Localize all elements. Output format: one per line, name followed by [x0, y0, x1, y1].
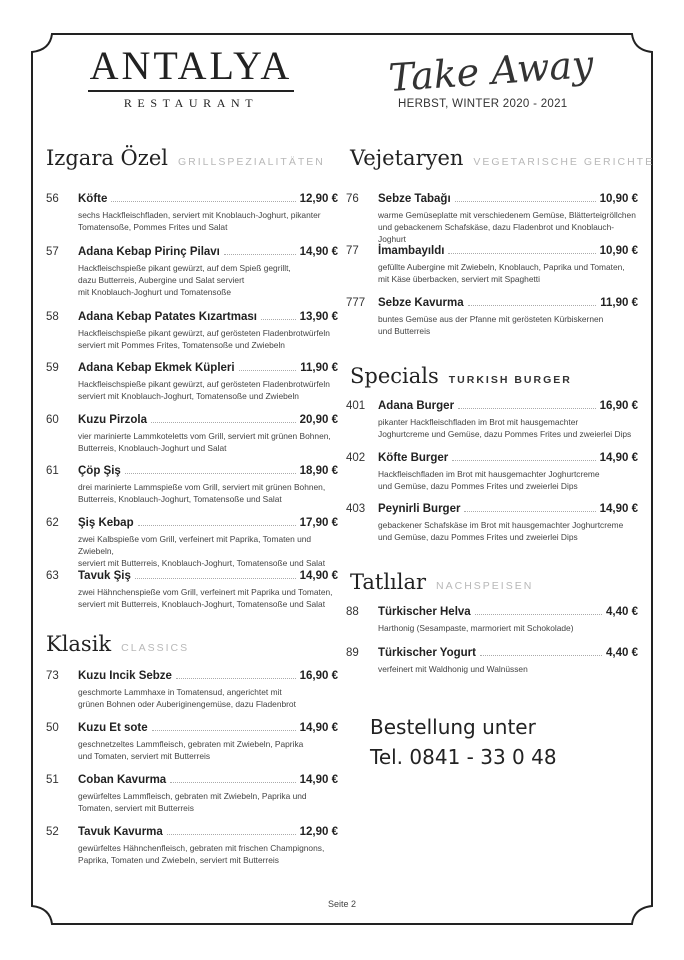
item-number: 56 [46, 193, 59, 205]
item-description: gefüllte Aubergine mit Zwiebeln, Knoblauch, Paprika und Tomaten, mit Käse überbacken, serviert mit Spaghetti [378, 262, 625, 284]
dot-leader [452, 460, 595, 461]
section-title: Izgara Özel [46, 146, 168, 170]
item-price: 16,90 € [299, 670, 338, 682]
menu-item [46, 826, 338, 866]
take-away-title: Take Away [387, 41, 595, 101]
item-description: warme Gemüseplatte mit verschiedenem Gemüse, Blätterteigröllchen und gebackenem Schafskäse, dazu Fladenbrot und Knoblauch-Joghurt [378, 210, 636, 244]
menu-item [46, 246, 338, 298]
dot-leader [111, 201, 295, 202]
dot-leader [151, 422, 296, 423]
item-name: İmambayıldı [378, 245, 445, 257]
menu-item [346, 193, 638, 245]
menu-item [346, 503, 638, 543]
section-subtitle: GRILLSPEZIALITÄTEN [177, 156, 325, 168]
item-name: Adana Burger [378, 400, 455, 412]
section-title: Tatlılar [350, 570, 427, 594]
item-price: 14,90 € [599, 452, 638, 464]
item-price: 18,90 € [299, 465, 338, 477]
item-price: 10,90 € [599, 193, 638, 205]
section-izgara-heading [46, 146, 325, 170]
item-description: Hackfleischspieße pikant gewürzt, auf gerösteten Fladenbrotwürfeln serviert mit Knoblauch-Joghurt, Tomatensoße und Zwiebeln [78, 379, 330, 401]
item-price: 14,90 € [599, 503, 638, 515]
dot-leader [125, 473, 296, 474]
item-number: 59 [46, 362, 59, 374]
section-subtitle: VEGETARISCHE GERICHTE [473, 156, 655, 168]
menu-item [346, 245, 638, 285]
item-price: 13,90 € [299, 311, 338, 323]
item-description: Hackfleischspieße pikant gewürzt, auf dem Spieß gegrillt, dazu Butterreis, Aubergine und Salat serviert mit Knoblauch-Joghurt und Tomatensoße [78, 263, 291, 297]
item-name: Adana Kebap Pirinç Pilavı [78, 246, 220, 258]
item-price: 14,90 € [299, 774, 338, 786]
dot-leader [261, 319, 296, 320]
item-description: geschnetzeltes Lammfleisch, gebraten mit Zwiebeln, Paprika und Tomaten, serviert mit Butterreis [78, 739, 304, 761]
menu-item [346, 297, 638, 337]
item-name: Kuzu Incik Sebze [78, 670, 172, 682]
item-name: Sebze Kavurma [378, 297, 464, 309]
section-klasik-heading [46, 632, 189, 656]
item-price: 12,90 € [299, 193, 338, 205]
item-price: 20,90 € [299, 414, 338, 426]
item-number: 58 [46, 311, 59, 323]
item-price: 11,90 € [600, 297, 638, 309]
dot-leader [464, 511, 595, 512]
section-title: Klasik [46, 632, 112, 656]
dot-leader [468, 305, 597, 306]
item-description: verfeinert mit Waldhonig und Walnüssen [378, 664, 528, 674]
dot-leader [458, 408, 596, 409]
menu-item [346, 400, 638, 440]
item-number: 51 [46, 774, 59, 786]
item-number: 401 [346, 400, 366, 412]
section-title: Vejetaryen [350, 146, 464, 170]
menu-item [46, 774, 338, 814]
restaurant-logo [88, 44, 294, 111]
item-price: 10,90 € [599, 245, 638, 257]
item-description: gewürfeltes Lammfleisch, gebraten mit Zwiebeln, Paprika und Tomaten, serviert mit Butterreis [78, 791, 307, 813]
menu-item [46, 362, 338, 402]
item-description: gebackener Schafskäse im Brot mit hausgemachter Joghurtcreme und Gemüse, dazu Pommes Frites und zweierlei Dips [378, 520, 624, 542]
item-number: 63 [46, 570, 59, 582]
item-description: gewürfeltes Hähnchenfleisch, gebraten mit frischen Champignons, Paprika, Tomaten und Zwiebeln, serviert mit Butterreis [78, 843, 325, 865]
dot-leader [475, 614, 602, 615]
item-number: 89 [346, 647, 359, 659]
menu-item [46, 311, 338, 351]
item-name: Köfte [78, 193, 108, 205]
item-price: 11,90 € [300, 362, 338, 374]
item-description: geschmorte Lammhaxe in Tomatensud, angerichtet mit grünen Bohnen oder Auberiginengemüse, dazu Fladenbrot [78, 687, 296, 709]
item-number: 88 [346, 606, 359, 618]
dot-leader [224, 254, 296, 255]
dot-leader [480, 655, 602, 656]
item-name: Tavuk Kavurma [78, 826, 163, 838]
page-number: Seite 2 [327, 899, 357, 909]
section-specials-heading [350, 364, 572, 388]
restaurant-subtitle: RESTAURANT [123, 96, 259, 110]
item-price: 12,90 € [299, 826, 338, 838]
item-name: Türkischer Helva [378, 606, 471, 618]
menu-item [46, 465, 338, 505]
item-number: 57 [46, 246, 59, 258]
section-vejetaryen-heading [350, 146, 654, 170]
dot-leader [448, 253, 595, 254]
item-number: 403 [346, 503, 366, 515]
take-away-block [366, 41, 616, 110]
item-number: 73 [46, 670, 59, 682]
menu-item [346, 647, 638, 675]
item-description: buntes Gemüse aus der Pfanne mit gerösteten Kürbiskernen und Butterreis [378, 314, 604, 336]
item-description: Hackfleischspieße pikant gewürzt, auf gerösteten Fladenbrotwürfeln serviert mit Pommes Frites, Tomatensoße und Zwiebeln [78, 328, 330, 350]
item-number: 76 [346, 193, 359, 205]
item-price: 4,40 € [606, 647, 638, 659]
item-number: 402 [346, 452, 366, 464]
item-description: Hackfleischfladen im Brot mit hausgemachter Joghurtcreme und Gemüse, dazu Pommes Frites und zweierlei Dips [378, 469, 600, 491]
section-subtitle: CLASSICS [121, 642, 190, 654]
item-description: sechs Hackfleischfladen, serviert mit Knoblauch-Joghurt, pikanter Tomatensoße, Pommes Frites und Salat [78, 210, 321, 232]
item-number: 777 [346, 297, 366, 309]
item-name: Çöp Şiş [78, 465, 121, 477]
phone-number: Tel. 0841 - 33 0 48 [370, 745, 557, 769]
dot-leader [176, 678, 296, 679]
order-info [370, 712, 557, 772]
item-number: 60 [46, 414, 59, 426]
item-name: Kuzu Pirzola [78, 414, 148, 426]
item-name: Türkischer Yogurt [378, 647, 476, 659]
item-description: vier marinierte Lammkoteletts vom Grill, serviert mit grünen Bohnen, Butterreis, Knoblauch-Joghurt und Salat [78, 431, 331, 453]
item-name: Kuzu Et sote [78, 722, 148, 734]
item-description: zwei Kalbspieße vom Grill, verfeinert mit Paprika, Tomaten und Zwiebeln, serviert mit Butterreis, Knoblauch-Joghurt, Tomatensoße und Salat [78, 534, 326, 568]
item-number: 52 [46, 826, 59, 838]
section-tatlilar-heading [350, 570, 533, 594]
season-label: HERBST, WINTER 2020 - 2021 [398, 98, 568, 110]
item-price: 17,90 € [299, 517, 338, 529]
menu-item [46, 570, 338, 610]
item-name: Sebze Tabağı [378, 193, 451, 205]
dot-leader [135, 578, 296, 579]
item-number: 50 [46, 722, 59, 734]
item-name: Coban Kavurma [78, 774, 167, 786]
order-label: Bestellung unter [370, 715, 536, 739]
logo-divider [88, 90, 294, 92]
dot-leader [152, 730, 296, 731]
item-price: 14,90 € [299, 246, 338, 258]
item-price: 14,90 € [299, 570, 338, 582]
restaurant-name: ANTALYA [89, 43, 293, 88]
item-name: Peynirli Burger [378, 503, 461, 515]
menu-item [346, 452, 638, 492]
item-price: 14,90 € [299, 722, 338, 734]
item-name: Tavuk Şiş [78, 570, 131, 582]
item-description: pikanter Hackfleischfladen im Brot mit hausgemachter Joghurtcreme und Gemüse, dazu Pommes Frites und zweierlei Dips [378, 417, 632, 439]
menu-item [46, 670, 338, 710]
dot-leader [138, 525, 296, 526]
item-description: drei marinierte Lammspieße vom Grill, serviert mit grünen Bohnen, Butterreis, Knoblauch-Joghurt, Tomatensoße und Salat [78, 482, 326, 504]
item-name: Adana Kebap Patates Kızartması [78, 311, 257, 323]
section-subtitle: NACHSPEISEN [436, 580, 534, 592]
item-price: 16,90 € [599, 400, 638, 412]
menu-item [46, 193, 338, 233]
menu-item [46, 414, 338, 454]
item-description: Harthonig (Sesampaste, marmoriert mit Schokolade) [378, 623, 574, 633]
menu-item [346, 606, 638, 634]
section-title: Specials [350, 364, 439, 388]
dot-leader [167, 834, 296, 835]
menu-item [46, 722, 338, 762]
item-description: zwei Hähnchenspieße vom Grill, verfeinert mit Paprika und Tomaten, serviert mit Butterreis, Knoblauch-Joghurt, Tomatensoße und Salat [78, 587, 333, 609]
section-subtitle: TURKISH BURGER [448, 374, 572, 386]
item-name: Köfte Burger [378, 452, 449, 464]
menu-item [46, 517, 338, 569]
item-number: 62 [46, 517, 59, 529]
item-name: Şiş Kebap [78, 517, 134, 529]
item-name: Adana Kebap Ekmek Küpleri [78, 362, 235, 374]
dot-leader [455, 201, 596, 202]
item-number: 77 [346, 245, 359, 257]
item-price: 4,40 € [606, 606, 638, 618]
dot-leader [170, 782, 295, 783]
item-number: 61 [46, 465, 59, 477]
dot-leader [239, 370, 297, 371]
